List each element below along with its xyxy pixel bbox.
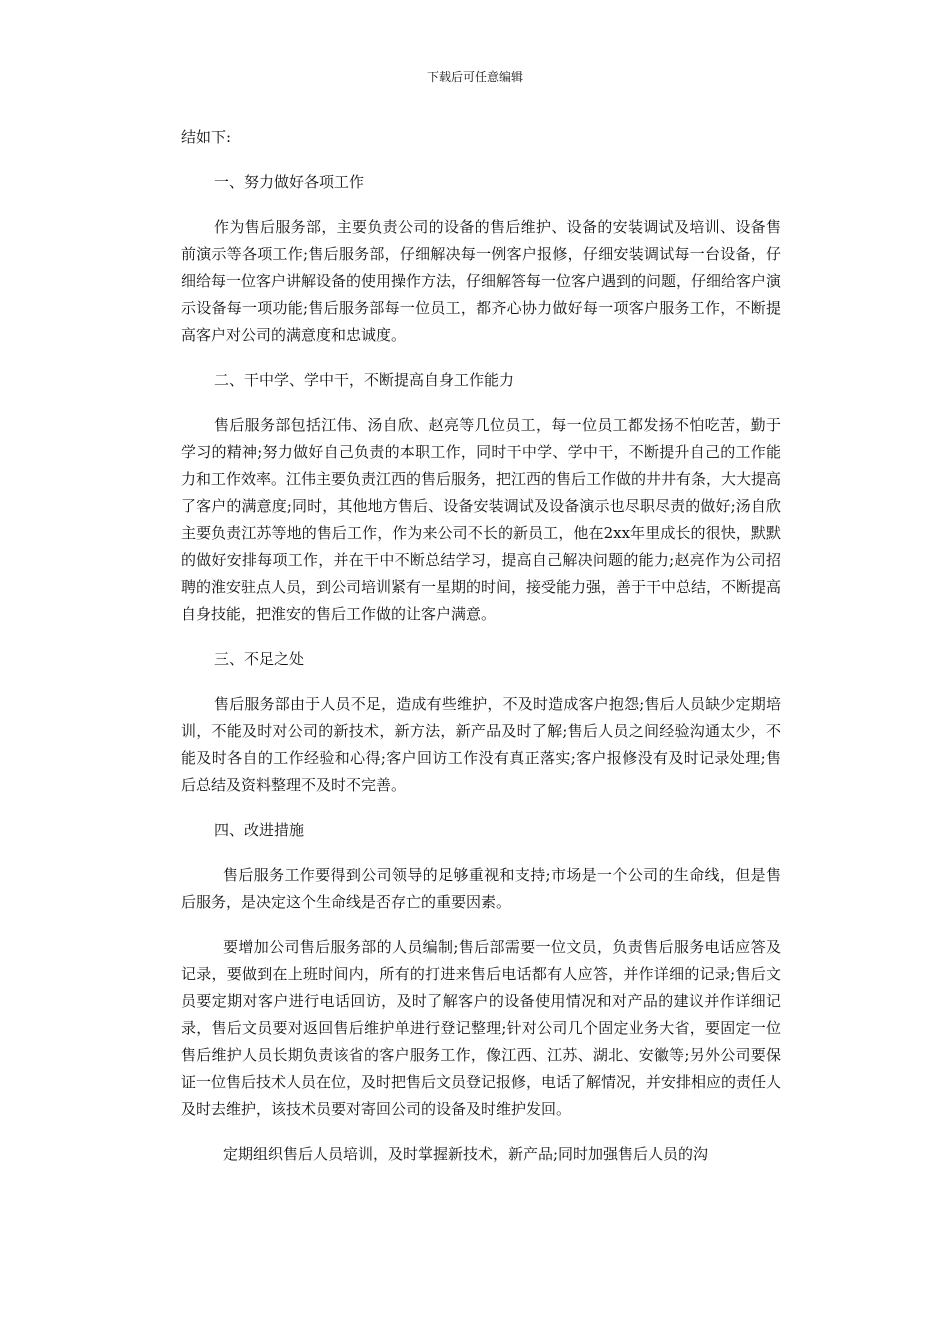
section-2-heading: 二、干中学、学中干，不断提高自身工作能力	[214, 371, 515, 389]
intro-text: 结如下:	[181, 128, 232, 146]
section-4-paragraph-2: 要增加公司售后服务部的人员编制;售后部需要一位文员，负责售后服务电话应答及记录，要做到在上班时间内，所有的打进来售后电话都有人应答，并作详细的记录;售后文员要定期对客户进行电话回访，及时了解客户的设备使用情况和对产品的建议并作详细记录，售后文员要对返回售后维护单进行登记整理;针对公司几个固定业务大省，要固定一位售后维护人员长期负责该省的客户服务工作，像江西、江苏、湖北、安徽等;另外公司要保证一位售后技术人员在位，及时把售后文员登记报修，电话了解情况，并安排相应的责任人及时去维护，该技术员要对寄回公司的设备及时维护发回。	[181, 938, 782, 1118]
section-4-paragraph-3: 定期组织售后人员培训，及时掌握新技术，新产品;同时加强售后人员的沟	[223, 1145, 709, 1163]
section-4-paragraph-1: 售后服务工作要得到公司领导的足够重视和支持;市场是一个公司的生命线，但是售后服务，是决定这个生命线是否存亡的重要因素。	[181, 866, 781, 911]
section-2-paragraph: 售后服务部包括江伟、汤自欣、赵亮等几位员工，每一位员工都发扬不怕吃苦，勤于学习的精神;努力做好自己负责的本职工作，同时干中学、学中干，不断提升自己的工作能力和工作效率。江伟主要负责江西的售后服务，把江西的售后工作做的井井有条，大大提高了客户的满意度;同时，其他地方售后、设备安装调试及设备演示也尽职尽责的做好;汤自欣主要负责江苏等地的售后工作，作为来公司不长的新员工，他在2xx年里成长的很快，默默的做好安排每项工作，并在干中不断总结学习，提高自己解决问题的能力;赵亮作为公司招聘的淮安驻点人员，到公司培训紧有一星期的时间，接受能力强，善于干中总结，不断提高自身技能，把淮安的售后工作做的让客户满意。	[181, 416, 782, 623]
section-1-heading: 一、努力做好各项工作	[214, 173, 365, 191]
page-header: 下载后可任意编辑	[426, 70, 523, 84]
document-body	[181, 124, 781, 1168]
section-4-heading: 四、改进措施	[214, 821, 305, 839]
section-3-heading: 三、不足之处	[214, 650, 305, 668]
section-1-paragraph: 作为售后服务部，主要负责公司的设备的售后维护、设备的安装调试及培训、设备售前演示等各项工作;售后服务部，仔细解决每一例客户报修，仔细安装调试每一台设备，仔细给每一位客户讲解设备的使用操作方法，仔细解答每一位客户遇到的问题，仔细给客户演示设备每一项功能;售后服务部每一位员工，都齐心协力做好每一项客户服务工作，不断提高客户对公司的满意度和忠诚度。	[181, 218, 782, 344]
section-3-paragraph: 售后服务部由于人员不足，造成有些维护，不及时造成客户抱怨;售后人员缺少定期培训，不能及时对公司的新技术，新方法，新产品及时了解;售后人员之间经验沟通太少，不能及时各自的工作经验和心得;客户回访工作没有真正落实;客户报修没有及时记录处理;售后总结及资料整理不及时不完善。	[181, 695, 781, 794]
